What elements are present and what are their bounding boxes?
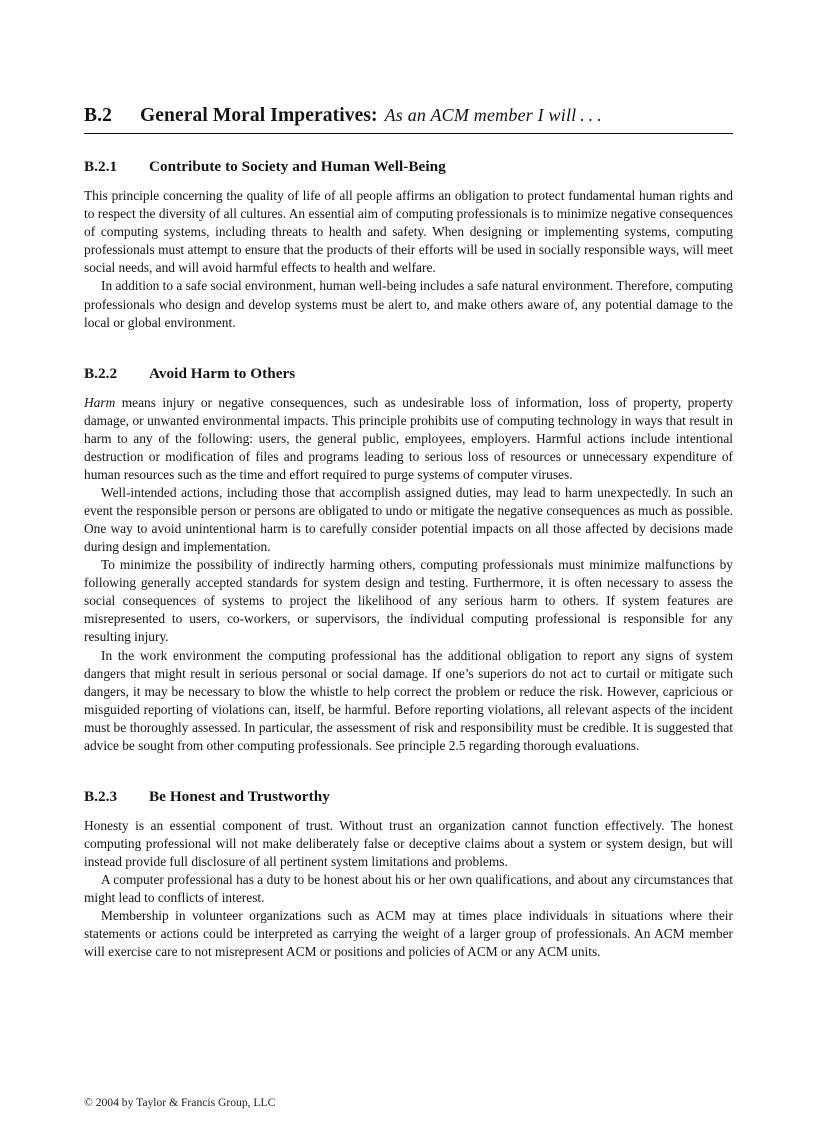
- paragraph: Membership in volunteer organizations such as ACM may at times place individuals in situations where their statements or actions could be interpreted as carrying the weight of a larger group of professionals. An ACM member will exercise care to not misrepresent ACM or positions and policies of ACM or any ACM units.: [84, 908, 733, 960]
- section-heading: [84, 104, 733, 134]
- paragraph: Honesty is an essential component of trust. Without trust an organization cannot function effectively. The honest computing professional will not make deliberately false or deceptive claims about a system or system design, but will instead provide full disclosure of all pertinent system limitations and problems.: [84, 818, 733, 870]
- section-subtitle: As an ACM member I will . . .: [384, 105, 602, 125]
- section-title: General Moral Imperatives:: [140, 105, 378, 126]
- subsection-title: Avoid Harm to Others: [149, 364, 296, 382]
- paragraph: This principle concerning the quality of life of all people affirms an obligation to protect fundamental human rights and to respect the diversity of all cultures. An essential aim of computing professionals is to minimize negative consequences of computing systems, including threats to health and safety. When designing or implementing systems, computing professionals must attempt to ensure that the products of their efforts will be used in socially responsible ways, will meet social needs, and will avoid harmful effects to health and welfare.: [84, 188, 733, 276]
- subsection-title: Be Honest and Trustworthy: [149, 787, 330, 805]
- paragraph: A computer professional has a duty to be honest about his or her own qualifications, and about any circumstances that might lead to conflicts of interest.: [84, 872, 733, 906]
- subsection-heading-b21: [84, 158, 733, 176]
- paragraph-text: means injury or negative consequences, such as undesirable loss of information, loss of property, property damage, or unwanted environmental impacts. This principle prohibits use of computing technology in ways that result in harm to any of the following: users, the general public, employees, employers. Harmful actions include intentional destruction or modification of files and programs leading to serious loss of resources or unnecessary expenditure of human resources such as the time and effort required to purge systems of computer viruses.: [84, 394, 733, 483]
- subsection-number: B.2.1: [84, 158, 118, 175]
- paragraph: [84, 394, 733, 484]
- subsection-number: B.2.3: [84, 787, 118, 805]
- subsection-title: Contribute to Society and Human Well-Being: [149, 158, 446, 175]
- paragraph: Well-intended actions, including those that accomplish assigned duties, may lead to harm unexpectedly. In such an event the responsible person or persons are obligated to undo or mitigate the negative consequences as much as possible. One way to avoid unintentional harm is to carefully consider potential impacts on all those affected by decisions made during design and implementation.: [84, 485, 733, 555]
- italic-lead-word: Harm: [84, 394, 116, 410]
- subsection-heading-b23: [84, 788, 733, 806]
- paragraph: To minimize the possibility of indirectly harming others, computing professionals must minimize malfunctions by following generally accepted standards for system design and testing. Furthermore, it is often necessary to assess the social consequences of systems to project the likelihood of any serious harm to others. If system features are misrepresented to users, co-workers, or supervisors, the individual computing professional is responsible for any resulting injury.: [84, 557, 733, 645]
- footer-copyright: © 2004 by Taylor & Francis Group, LLC: [84, 1096, 276, 1109]
- subsection-number: B.2.2: [84, 364, 118, 382]
- paragraph: In addition to a safe social environment, human well-being includes a safe natural environment. Therefore, computing professionals who design and develop systems must be alert to, and make others aware of, any potential damage to the local or global environment.: [84, 278, 733, 330]
- subsection-heading-b22: [84, 365, 733, 383]
- page-content: [84, 104, 733, 961]
- section-number: B.2: [84, 105, 112, 126]
- paragraph: In the work environment the computing professional has the additional obligation to report any signs of system dangers that might result in serious personal or social damage. If one’s superiors do not act to curtail or mitigate such dangers, it may be necessary to blow the whistle to help correct the problem or reduce the risk. However, capricious or misguided reporting of violations can, itself, be harmful. Before reporting violations, all relevant aspects of the incident must be thoroughly assessed. In particular, the assessment of risk and responsibility must be credible. It is suggested that advice be sought from other computing professionals. See principle 2.5 regarding thorough evaluations.: [84, 647, 733, 753]
